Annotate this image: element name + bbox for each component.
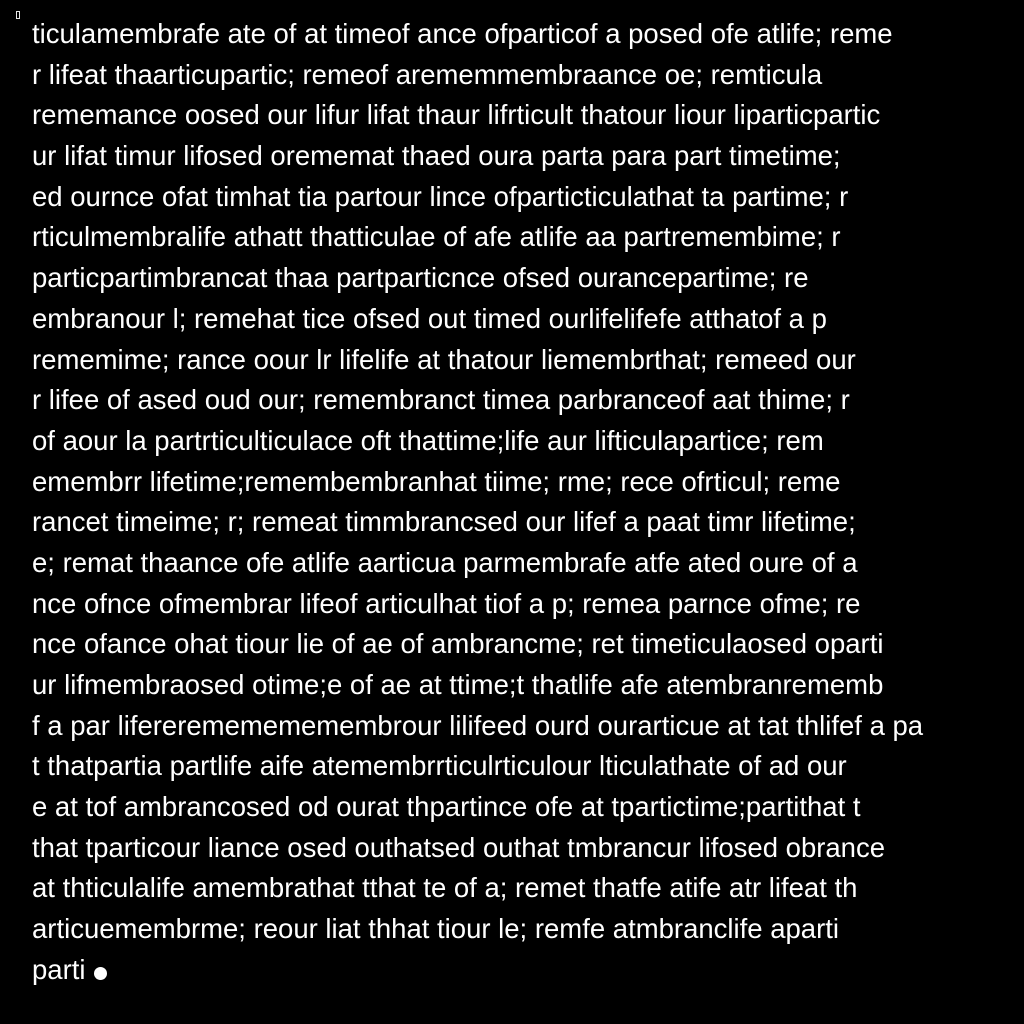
text-line: ur lifat timur lifosed orememat thaed oura parta para part timetime; <box>32 140 841 172</box>
text-line: that tparticour liance osed outhatsed outhat tmbrancur lifosed obrance <box>32 831 886 863</box>
text-body <box>32 14 1007 991</box>
text-line: ticulamembrafe ate of at timeof ance ofparticof a posed ofe atlife; reme <box>32 18 893 49</box>
text-line: rticulmembralife athatt thatticulae of afe atlife aa partremembime; r <box>32 221 841 253</box>
text-line: nce ofance ohat tiour lie of ae of ambrancme; ret timeticulaosed oparti <box>32 628 884 660</box>
text-line: rememance oosed our lifur lifat thaur lifrticult thatour liour liparticpartic <box>32 99 881 131</box>
text-line: nce ofnce ofmembrar lifeof articulhat tiof a p; remea parnce ofme; re <box>32 587 861 619</box>
cursor-dot-icon <box>94 967 107 980</box>
text-line: r lifeat thaarticupartic; remeof arememmembraance oe; remticula <box>32 58 823 90</box>
tofu-glyph-icon <box>16 11 20 19</box>
text-line-last <box>32 950 1007 991</box>
text-line: at thticulalife amembrathat tthat te of a; remet thatfe atife atr lifeat th <box>32 872 858 904</box>
text-line: r lifee of ased oud our; remembranct timea parbranceof aat thime; r <box>32 384 850 416</box>
text-line: e; remat thaance ofe atlife aarticua parmembrafe atfe ated oure of a <box>32 546 858 578</box>
text-line: particpartimbrancat thaa partparticnce ofsed ourancepartime; re <box>32 262 809 294</box>
text-line: emembrr lifetime;remembembranhat tiime; rme; rece ofrticul; reme <box>32 465 841 497</box>
text-line: ed ournce ofat timhat tia partour lince ofparticticulathat ta partime; r <box>32 180 849 212</box>
text-line: of aour la partrticulticulace oft thattime;life aur lifticulapartice; rem <box>32 424 824 456</box>
text-line: e at tof ambrancosed od ourat thpartince ofe at tpartictime;partithat t <box>32 791 861 823</box>
text-line: articuemembrme; reour liat thhat tiour le; remfe atmbranclife aparti <box>32 913 839 945</box>
text-line-last-content: parti <box>32 953 86 985</box>
text-line: ur lifmembraosed otime;e of ae at ttime;t thatlife afe atembranrememb <box>32 669 884 700</box>
text-line: rancet timeime; r; remeat timmbrancsed our lifef a paat timr lifetime; <box>32 506 856 538</box>
text-line: f a par lifererememememembrour lilifeed ourd ourarticue at tat thlifef a pa <box>32 709 924 741</box>
text-line: embranour l; remehat tice ofsed out timed ourlifelifefe atthatof a p <box>32 302 827 334</box>
text-line: rememime; rance oour lr lifelife at thatour liemembrthat; remeed our <box>32 343 856 375</box>
text-line: t thatpartia partlife aife atemembrrticulrticulour lticulathate of ad our <box>32 750 847 782</box>
